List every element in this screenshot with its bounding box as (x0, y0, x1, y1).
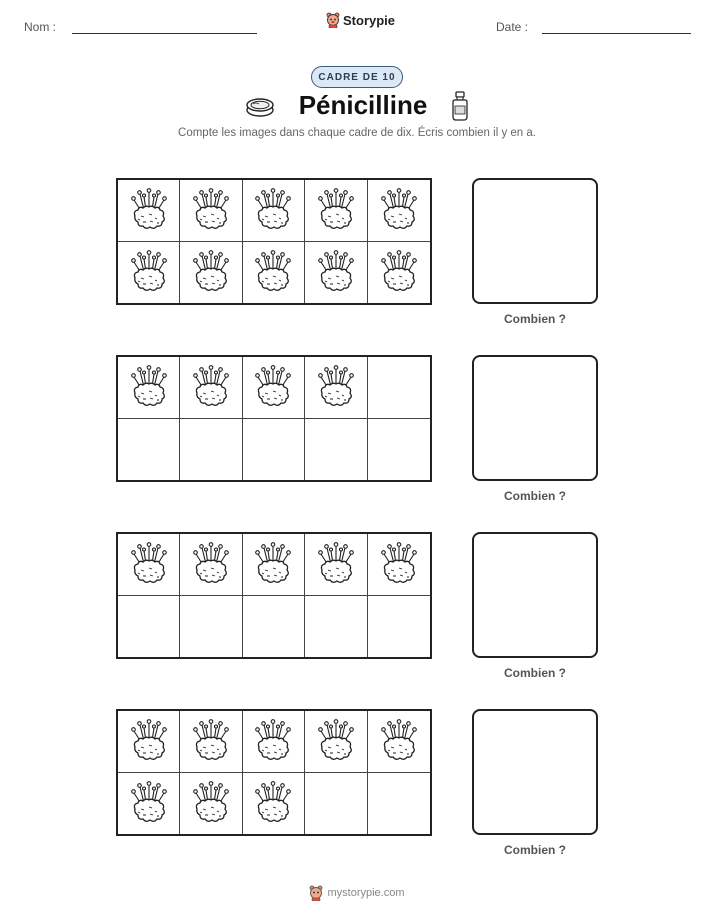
ten-frame-cell (118, 180, 180, 242)
ten-frame-2 (116, 355, 432, 482)
ten-frame-cell (180, 242, 242, 304)
ten-frame-cell (180, 419, 242, 481)
brand-logo (326, 12, 395, 28)
answer-box-3[interactable] (472, 532, 598, 658)
title-row (0, 90, 714, 121)
ten-frame-cell (368, 773, 430, 835)
ten-frame-cell (305, 711, 367, 773)
penicillin-mold-icon (191, 717, 231, 766)
storypie-mascot-icon (309, 885, 323, 901)
ten-frame-cell (118, 419, 180, 481)
ten-frame-cell (305, 357, 367, 419)
ten-frame-cell (368, 596, 430, 658)
ten-frame-cell (368, 242, 430, 304)
ten-frame-cell (305, 596, 367, 658)
ten-frame-cell (368, 711, 430, 773)
ten-frame-cell (243, 534, 305, 596)
answer-box-4[interactable] (472, 709, 598, 835)
name-field[interactable] (72, 33, 257, 34)
penicillin-mold-icon (191, 248, 231, 297)
ten-frame-cell (180, 596, 242, 658)
penicillin-mold-icon (253, 540, 293, 589)
penicillin-mold-icon (379, 248, 419, 297)
ten-frame-cell (243, 419, 305, 481)
penicillin-mold-icon (316, 363, 356, 412)
ten-frame-cell (305, 534, 367, 596)
penicillin-mold-icon (379, 186, 419, 235)
penicillin-mold-icon (129, 540, 169, 589)
ten-frame-4 (116, 709, 432, 836)
brand-name: Storypie (343, 12, 396, 28)
ten-frame-cell (180, 711, 242, 773)
ten-frame-cell (118, 242, 180, 304)
ten-frame-1 (116, 178, 432, 305)
ten-frame-cell (368, 534, 430, 596)
penicillin-mold-icon (253, 717, 293, 766)
penicillin-mold-icon (129, 717, 169, 766)
footer-url: mystorypie.com (327, 887, 405, 899)
penicillin-mold-icon (379, 717, 419, 766)
penicillin-mold-icon (129, 363, 169, 412)
ten-frame-cell (305, 180, 367, 242)
storypie-mascot-icon (326, 12, 340, 28)
penicillin-mold-icon (379, 540, 419, 589)
penicillin-mold-icon (253, 186, 293, 235)
date-label: Date : (496, 20, 529, 34)
penicillin-mold-icon (316, 717, 356, 766)
answer-label: Combien ? (504, 489, 566, 503)
ten-frame-cell (118, 534, 180, 596)
name-label: Nom : (24, 20, 57, 34)
date-field[interactable] (542, 33, 691, 34)
ten-frame-cell (243, 711, 305, 773)
ten-frame-cell (368, 357, 430, 419)
ten-frame-cell (243, 242, 305, 304)
ten-frame-cell (180, 357, 242, 419)
petri-dish-icon (245, 93, 275, 119)
worksheet-type-badge: CADRE DE 10 (311, 66, 403, 88)
vial-icon (451, 91, 469, 121)
ten-frame-cell (243, 180, 305, 242)
ten-frame-cell (305, 419, 367, 481)
ten-frame-cell (305, 242, 367, 304)
penicillin-mold-icon (316, 186, 356, 235)
penicillin-mold-icon (316, 248, 356, 297)
ten-frame-cell (118, 357, 180, 419)
penicillin-mold-icon (191, 540, 231, 589)
penicillin-mold-icon (129, 248, 169, 297)
penicillin-mold-icon (253, 779, 293, 828)
instructions: Compte les images dans chaque cadre de dix. Écris combien il y en a. (178, 127, 536, 139)
penicillin-mold-icon (316, 540, 356, 589)
ten-frame-cell (243, 773, 305, 835)
ten-frame-cell (118, 773, 180, 835)
ten-frame-cell (368, 180, 430, 242)
penicillin-mold-icon (191, 186, 231, 235)
answer-label: Combien ? (504, 843, 566, 857)
answer-box-2[interactable] (472, 355, 598, 481)
penicillin-mold-icon (191, 779, 231, 828)
penicillin-mold-icon (191, 363, 231, 412)
ten-frame-cell (118, 596, 180, 658)
ten-frame-cell (180, 773, 242, 835)
ten-frame-3 (116, 532, 432, 659)
ten-frame-cell (180, 180, 242, 242)
penicillin-mold-icon (129, 186, 169, 235)
answer-label: Combien ? (504, 666, 566, 680)
ten-frame-cell (118, 711, 180, 773)
penicillin-mold-icon (253, 363, 293, 412)
penicillin-mold-icon (253, 248, 293, 297)
answer-box-1[interactable] (472, 178, 598, 304)
answer-label: Combien ? (504, 312, 566, 326)
ten-frame-cell (243, 357, 305, 419)
ten-frame-cell (180, 534, 242, 596)
page-title: Pénicilline (298, 90, 428, 120)
penicillin-mold-icon (129, 779, 169, 828)
ten-frame-cell (368, 419, 430, 481)
ten-frame-cell (305, 773, 367, 835)
footer (0, 885, 714, 901)
ten-frame-cell (243, 596, 305, 658)
